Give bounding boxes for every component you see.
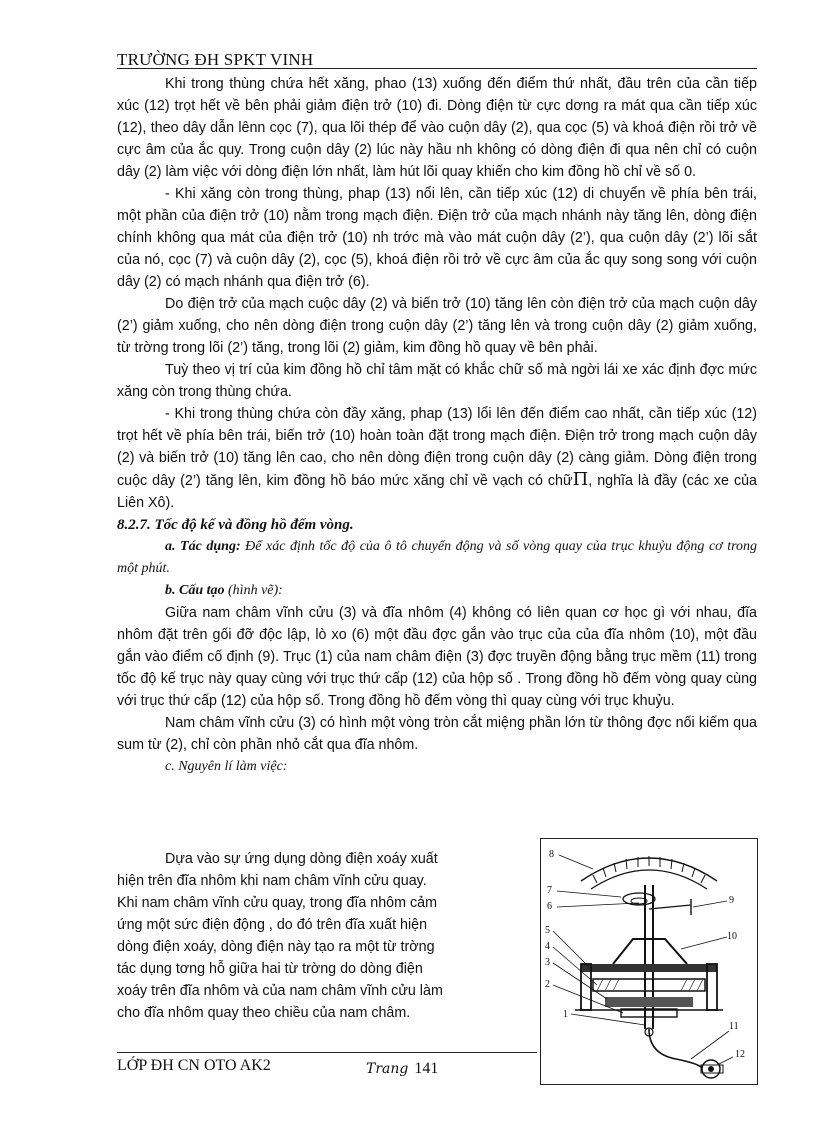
- figure-label-11: 11: [729, 1021, 739, 1032]
- paragraph-5: [117, 403, 757, 514]
- paragraph-3: Do điện trở của mạch cuộc dây (2) và biến trở (10) tăng lên còn điện trở của mạch cuộn dây (2’) giảm xuống, cho nên dòng điện trong cuộn dây (2’) tăng lên và trong cuộn dây (2) giảm xuống, từ trờng trong lõi (2’) tăng, trong lõi (2) giảm, kim đồng hồ quay về bên phải.: [117, 296, 757, 356]
- working-principle-text: [117, 848, 492, 1024]
- figure-label-1: 1: [563, 1009, 568, 1020]
- header-rule: [117, 68, 757, 69]
- figure-label-3: 3: [545, 957, 550, 968]
- subsection-a-label: a. Tác dụng:: [165, 539, 241, 554]
- figure-label-7: 7: [547, 885, 552, 896]
- figure-label-4: 4: [545, 941, 550, 952]
- paragraph-2: - Khi xăng còn trong thùng, phap (13) nổi lên, cần tiếp xúc (12) di chuyển về phía bên trái, một phần của điện trở (10) nằm trong mạch điện. Điện trở của mạch nhánh này tăng lên, dòng điện chính không qua mát của điện trở (10) nh trớc mà vào mát cuộn dây (2’), qua cuộn dây (2’) lõi sắt của nó, cọc (7) và cuộn dây (2), cọc (5), khoá điện rồi trở về cực âm của ắc quy song song với cuộn dây (2) có mạch nhánh qua điện trở (6).: [117, 186, 757, 290]
- principle-line: tác dụng tơng hỗ giữa hai từ trờng do dòng điện: [117, 961, 423, 977]
- subsection-a: [117, 536, 757, 580]
- footer-class-name: LỚP ĐH CN OTO AK2: [117, 1057, 271, 1074]
- principle-line: cho đĩa nhôm quay theo chiều của nam châm.: [117, 1005, 411, 1021]
- footer-page: [366, 1060, 438, 1078]
- subsection-b: [117, 580, 757, 602]
- figure-label-10: 10: [727, 931, 737, 942]
- pi-symbol: П: [572, 469, 589, 490]
- principle-line: ứng một sức điện động , do đó trên đĩa xuất hiện: [117, 917, 428, 933]
- section-heading: 8.2.7. Tốc độ kế và đồng hồ đếm vòng.: [117, 517, 354, 533]
- principle-line: Dựa vào sự ứng dụng dòng điện xoáy xuất: [165, 851, 438, 867]
- figure-label-12: 12: [735, 1049, 745, 1060]
- page-header-title: TRƯỜNG ĐH SPKT VINH: [117, 50, 314, 69]
- figure-label-5: 5: [545, 925, 550, 936]
- paragraph-5-tail: , nghĩa là đầy (các xe của Liên Xô).: [117, 473, 757, 511]
- speedometer-diagram-svg: [541, 839, 757, 1084]
- subsection-c-label: c. Nguyên lí làm việc:: [165, 759, 288, 774]
- figure-label-9: 9: [729, 895, 734, 906]
- paragraph-5-text: - Khi trong thùng chứa còn đầy xăng, phap (13) lổi lên đến điểm cao nhất, cần tiếp xúc (12) trọt hết về phía bên trái, biến trở (10) hoàn toàn đặt trong mạch điện. Điện trở trong mạch cuộn dây (2) và biến trở (10) tăng lên cao, cho nên dòng điện trong cuộn dây (2) càng giảm. Dòng điện trong cuộc dây (2’) tăng lên, kim đồng hồ báo mức xăng chỉ về vạch có chữ: [117, 406, 757, 489]
- figure-label-8: 8: [549, 849, 554, 860]
- principle-line: xoáy trên đĩa nhôm và của nam châm vĩnh cửu làm: [117, 983, 443, 999]
- page-number: 141: [414, 1060, 439, 1077]
- main-text: [117, 73, 757, 778]
- principle-line: Khi nam châm vĩnh cửu quay, trong đĩa nhôm cảm: [117, 895, 438, 911]
- speedometer-diagram: [540, 838, 758, 1085]
- subsection-a-text: Để xác định tốc độ của ô tô chuyển động và số vòng quay của trục khuỷu động cơ trong một phút.: [117, 539, 758, 576]
- paragraph-4: Tuỳ theo vị trí của kim đồng hồ chỉ tâm mặt có khắc chữ số mà ngời lái xe xác định đợc mức xăng còn trong thùng chứa.: [117, 362, 757, 400]
- figure-label-6: 6: [547, 901, 552, 912]
- figure-label-2: 2: [545, 979, 550, 990]
- subsection-b-label: b. Cấu tạo: [165, 583, 225, 598]
- subsection-b-text: (hình vẽ):: [224, 583, 283, 598]
- structure-paragraph-1: Giữa nam châm vĩnh cửu (3) và đĩa nhôm (4) không có liên quan cơ học gì với nhau, đĩa nhôm đặt trên gối đỡ độc lập, lò xo (6) một đầu đợc gắn vào trục của của đĩa nhôm (10), một đầu gắn vào điểm cố định (9). Trục (1) của nam châm điện (3) đợc truyền động bằng trục mềm (11) trong tốc độ kế trục này quay cùng với trục thứ cấp (12) của hộp số . Trong đồng hồ đếm vòng quay cùng với trục thứ cấp (12) của hộp số. Trong đồng hồ đếm vòng thì quay cùng với trục khuỷu.: [117, 605, 757, 709]
- paragraph-1: Khi trong thùng chứa hết xăng, phao (13) xuống đến điểm thứ nhất, đầu trên của cần tiếp xúc (12) trọt hết về bên phải giảm điện trở (10) đi. Dòng điện từ cực dơng ra mát qua cần tiếp xúc (12), theo dây dẫn lênn cọc (7), qua lõi thép để vào cuộn dây (2), qua cọc (5) và khoá điện rồi trở về cực âm của ắc quy. Trong cuộn dây (2) lúc này hầu nh không có dòng điện đi qua nên chỉ có cuộn dây (2) làm việc với dòng điện lớn nhất, làm hút lõi quay khiến cho kim đồng hồ chỉ về số 0.: [117, 76, 757, 180]
- structure-paragraph-2: Nam châm vĩnh cửu (3) có hình một vòng tròn cắt miệng phần lớn từ thông đợc nối kiếm qua sum từ (2), chỉ còn phần nhỏ cắt qua đĩa nhôm.: [117, 715, 757, 753]
- footer-page-word: Trang: [366, 1061, 409, 1077]
- principle-line: hiện trên đĩa nhôm khi nam châm vĩnh cửu quay.: [117, 873, 427, 889]
- principle-line: dòng điện xoáy, dòng điện này tạo ra một từ trờng: [117, 939, 435, 955]
- footer-rule: [117, 1052, 537, 1053]
